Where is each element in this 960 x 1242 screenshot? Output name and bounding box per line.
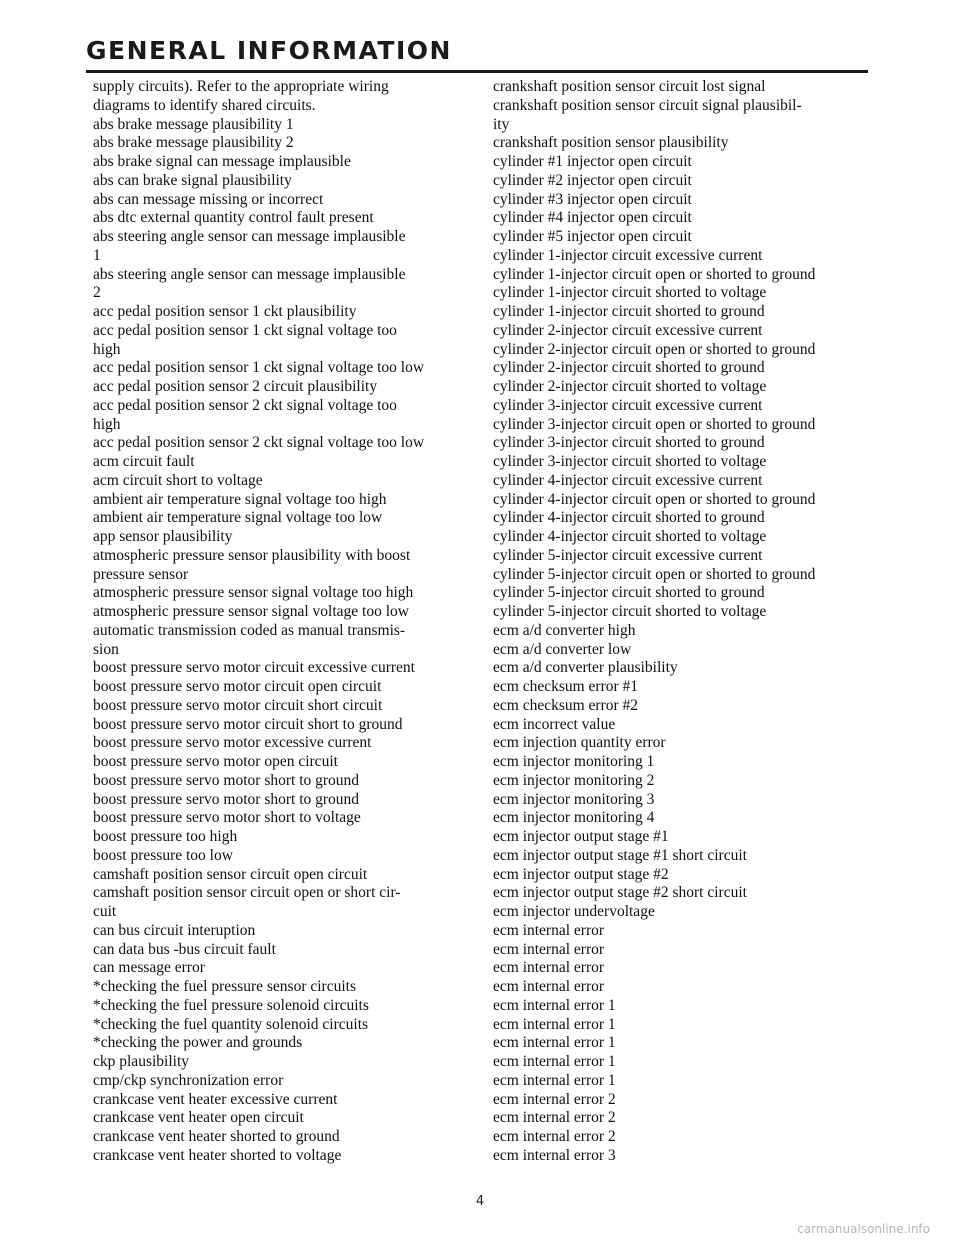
text-line: atmospheric pressure sensor plausibility with boost	[93, 546, 411, 564]
page-header-title: GENERAL INFORMATION	[86, 36, 452, 65]
text-line: *checking the fuel quantity solenoid circuits	[93, 1015, 369, 1033]
text-line: boost pressure servo motor short to ground	[93, 790, 360, 808]
text-line: abs brake signal can message implausible	[93, 153, 351, 170]
text-line: boost pressure servo motor short to ground	[93, 771, 360, 789]
text-line: cylinder 3-injector circuit shorted to ground	[493, 434, 765, 452]
text-line: acc pedal position sensor 2 ckt signal voltage too	[93, 396, 397, 414]
text-line: ecm checksum error #1	[493, 678, 639, 695]
text-line: can data bus -bus circuit fault	[93, 940, 276, 958]
text-line: boost pressure servo motor circuit excessive current	[93, 659, 415, 677]
text-line: cylinder 1-injector circuit shorted to ground	[493, 303, 765, 320]
text-line: ecm internal error 1	[493, 996, 616, 1014]
text-line: high	[93, 340, 121, 358]
text-line: ecm internal error	[493, 921, 605, 939]
text-line: cuit	[93, 903, 117, 920]
text-line: acc pedal position sensor 1 ckt plausibility	[93, 303, 357, 320]
text-line: cylinder #1 injector open circuit	[493, 153, 692, 170]
text-line: cylinder 2-injector circuit open or shorted to ground	[493, 340, 816, 358]
text-line: acc pedal position sensor 1 ckt signal voltage too	[93, 321, 397, 339]
text-line: sion	[93, 640, 119, 658]
text-line: ecm injector output stage #1 short circuit	[493, 846, 747, 864]
text-line: cylinder 5-injector circuit excessive current	[493, 546, 763, 564]
text-line: abs steering angle sensor can message implausible	[93, 228, 406, 245]
text-line: crankshaft position sensor plausibility	[493, 134, 729, 152]
text-line: cylinder #5 injector open circuit	[493, 228, 692, 245]
text-line: camshaft position sensor circuit open circuit	[93, 865, 368, 883]
text-line: abs brake message plausibility 1	[93, 115, 294, 133]
text-line: ecm internal error	[493, 940, 605, 958]
text-line: ecm injector monitoring 4	[493, 809, 655, 827]
watermark: carmanualsonline.info	[797, 1222, 930, 1236]
text-line: cylinder 3-injector circuit excessive current	[493, 396, 763, 414]
text-line: ecm injection quantity error	[493, 734, 666, 752]
text-line: cylinder 2-injector circuit shorted to ground	[493, 359, 765, 377]
text-line: crankshaft position sensor circuit lost signal	[493, 78, 766, 95]
text-line: ecm internal error	[493, 959, 605, 977]
text-line: atmospheric pressure sensor signal voltage too high	[93, 584, 414, 602]
text-line: cylinder 4-injector circuit shorted to ground	[493, 509, 765, 527]
text-line: acm circuit fault	[93, 453, 195, 470]
text-line: boost pressure servo motor circuit short to ground	[93, 715, 403, 733]
text-line: ecm internal error 1	[493, 1034, 616, 1052]
text-line: ecm injector monitoring 1	[493, 753, 655, 770]
text-line: boost pressure servo motor open circuit	[93, 753, 338, 770]
text-line: ecm injector output stage #1	[493, 828, 669, 845]
text-line: cylinder 1-injector circuit open or shorted to ground	[493, 265, 816, 283]
text-line: supply circuits). Refer to the appropriate wiring	[93, 78, 389, 95]
text-line: ecm a/d converter plausibility	[493, 659, 678, 677]
header-rule	[86, 70, 868, 73]
text-line: cylinder 5-injector circuit open or shorted to ground	[493, 565, 816, 583]
text-line: ecm internal error	[493, 978, 605, 995]
text-line: app sensor plausibility	[93, 528, 233, 545]
text-line: crankcase vent heater shorted to ground	[93, 1128, 340, 1145]
text-line: cylinder 3-injector circuit shorted to voltage	[493, 453, 767, 470]
text-line: crankcase vent heater excessive current	[93, 1090, 338, 1108]
text-line: cylinder 4-injector circuit excessive current	[493, 471, 763, 489]
text-line: 2	[93, 284, 101, 302]
page-number: 4	[475, 1194, 485, 1209]
text-line: acc pedal position sensor 2 circuit plausibility	[93, 378, 378, 395]
text-line: ecm incorrect value	[493, 715, 616, 733]
text-line: boost pressure servo motor short to voltage	[93, 809, 361, 827]
text-line: ecm internal error 1	[493, 1015, 616, 1033]
text-line: boost pressure too high	[93, 828, 238, 845]
text-line: ecm injector monitoring 2	[493, 771, 655, 789]
text-line: ecm checksum error #2	[493, 696, 639, 714]
text-line: 1	[93, 246, 101, 264]
text-line: ecm a/d converter high	[493, 621, 636, 639]
text-line: crankcase vent heater open circuit	[93, 1109, 304, 1127]
text-line: abs can message missing or incorrect	[93, 190, 324, 208]
text-line: ecm internal error 2	[493, 1090, 616, 1108]
text-line: *checking the fuel pressure sensor circuits	[93, 978, 356, 995]
text-line: acm circuit short to voltage	[93, 471, 263, 489]
text-line: *checking the power and grounds	[93, 1034, 303, 1052]
text-line: *checking the fuel pressure solenoid circuits	[93, 996, 369, 1014]
text-line: crankshaft position sensor circuit signal plausibil-	[493, 96, 802, 114]
text-line: ecm injector output stage #2 short circuit	[493, 884, 747, 902]
text-line: acc pedal position sensor 1 ckt signal voltage too low	[93, 359, 425, 377]
text-line: boost pressure servo motor circuit short circuit	[93, 696, 383, 714]
text-line: cylinder #4 injector open circuit	[493, 209, 692, 227]
text-line: cylinder 1-injector circuit shorted to voltage	[493, 284, 767, 302]
text-line: cylinder 5-injector circuit shorted to ground	[493, 584, 765, 602]
text-line: pressure sensor	[93, 565, 189, 583]
right-column	[493, 78, 871, 1166]
text-line: cylinder 4-injector circuit shorted to voltage	[493, 528, 767, 545]
text-line: ambient air temperature signal voltage too high	[93, 490, 387, 508]
text-line: automatic transmission coded as manual transmis-	[93, 621, 406, 639]
text-line: can bus circuit interuption	[93, 921, 256, 939]
text-line: boost pressure servo motor circuit open circuit	[93, 678, 382, 695]
text-line: ecm injector output stage #2	[493, 865, 669, 883]
text-line: cylinder 2-injector circuit shorted to voltage	[493, 378, 767, 395]
text-line: can message error	[93, 959, 205, 977]
text-line: ecm injector undervoltage	[493, 903, 655, 920]
text-line: cylinder #2 injector open circuit	[493, 171, 692, 189]
text-line: ecm internal error 2	[493, 1128, 616, 1145]
text-line: ecm internal error 2	[493, 1109, 616, 1127]
text-line: cylinder 2-injector circuit excessive current	[493, 321, 763, 339]
text-line: abs brake message plausibility 2	[93, 134, 294, 152]
text-line: ity	[493, 115, 510, 133]
text-line: high	[93, 415, 121, 433]
text-line: abs dtc external quantity control fault present	[93, 209, 374, 227]
text-line: acc pedal position sensor 2 ckt signal voltage too low	[93, 434, 425, 452]
text-line: ecm internal error 1	[493, 1071, 616, 1089]
text-line: ecm injector monitoring 3	[493, 790, 655, 808]
text-line: ecm a/d converter low	[493, 640, 632, 658]
text-line: cylinder #3 injector open circuit	[493, 190, 692, 208]
text-line: diagrams to identify shared circuits.	[93, 96, 316, 114]
text-line: ckp plausibility	[93, 1053, 190, 1070]
text-line: ambient air temperature signal voltage too low	[93, 509, 383, 527]
text-line: boost pressure servo motor excessive current	[93, 734, 372, 752]
text-line: cylinder 5-injector circuit shorted to voltage	[493, 603, 767, 620]
text-line: abs can brake signal plausibility	[93, 171, 292, 189]
text-line: atmospheric pressure sensor signal voltage too low	[93, 603, 409, 620]
text-line: cylinder 1-injector circuit excessive current	[493, 246, 763, 264]
left-column	[93, 78, 465, 1166]
text-line: cylinder 4-injector circuit open or shorted to ground	[493, 490, 816, 508]
text-line: crankcase vent heater shorted to voltage	[93, 1146, 342, 1164]
text-line: ecm internal error 3	[493, 1146, 616, 1164]
text-line: abs steering angle sensor can message implausible	[93, 265, 406, 283]
text-line: ecm internal error 1	[493, 1053, 616, 1070]
text-line: cmp/ckp synchronization error	[93, 1071, 284, 1089]
text-line: boost pressure too low	[93, 846, 233, 864]
text-line: cylinder 3-injector circuit open or shorted to ground	[493, 415, 816, 433]
text-line: camshaft position sensor circuit open or short cir-	[93, 884, 401, 902]
